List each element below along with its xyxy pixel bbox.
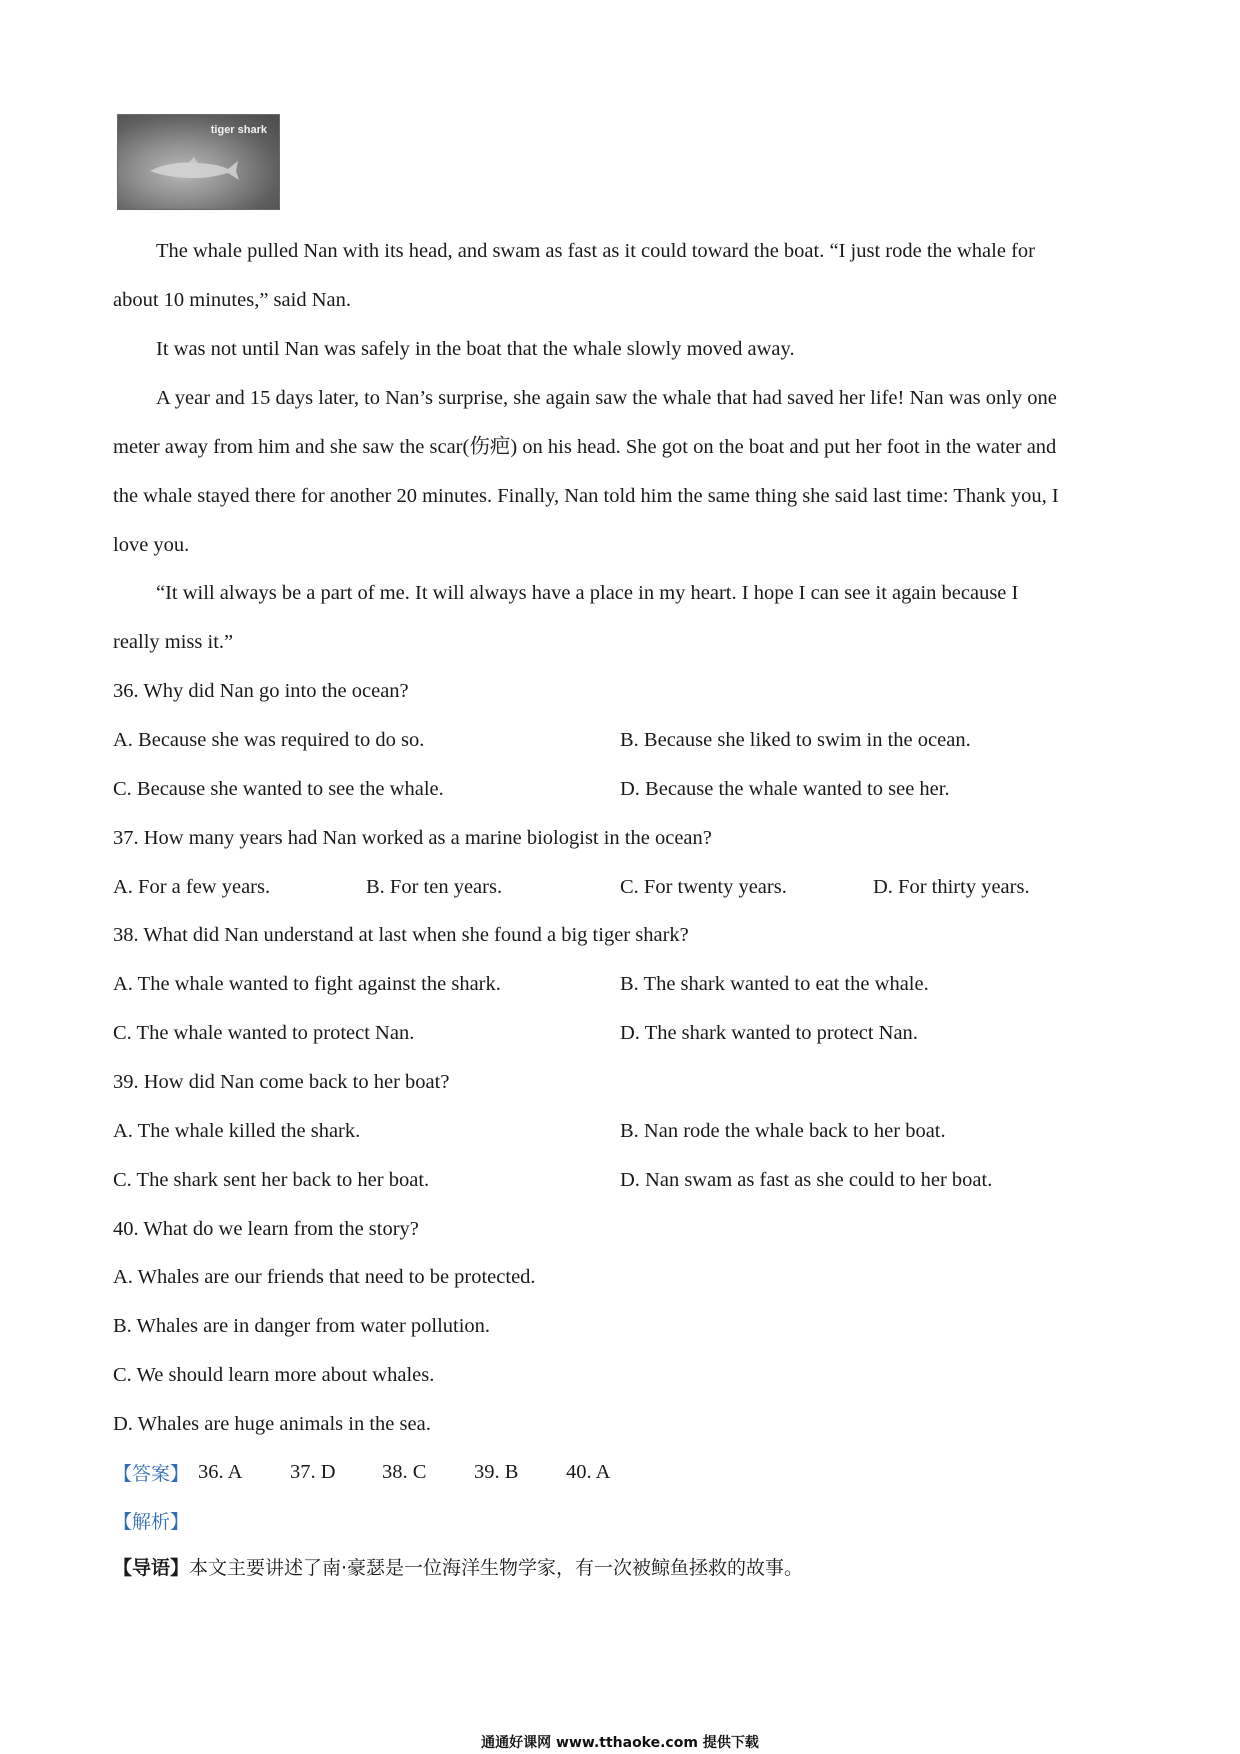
option-b: B. The shark wanted to eat the whale. <box>620 973 929 995</box>
answer-item: 38. C <box>382 1461 427 1483</box>
passage-line: “It will always be a part of me. It will always have a place in my heart. I hope I can see it again because I <box>156 582 1019 604</box>
option-c: C. The shark sent her back to her boat. <box>113 1169 430 1191</box>
passage-line: really miss it.” <box>113 631 234 653</box>
shark-silhouette <box>148 157 240 183</box>
passage-line: meter away from him and she saw the scar(伤疤) on his head. She got on the boat and put her foot in the water and <box>113 436 1057 458</box>
answer-item: 39. B <box>474 1461 519 1483</box>
question-stem: 39. How did Nan come back to her boat? <box>113 1071 450 1093</box>
analysis-label: 【解析】 <box>113 1511 190 1533</box>
question-stem: 40. What do we learn from the story? <box>113 1218 419 1240</box>
option-d: D. For thirty years. <box>873 876 1030 898</box>
option-a: A. Because she was required to do so. <box>113 729 425 751</box>
option-d: D. Nan swam as fast as she could to her boat. <box>620 1169 993 1191</box>
passage-line: the whale stayed there for another 20 minutes. Finally, Nan told him the same thing she said last time: Thank you, I <box>113 485 1059 507</box>
passage-line: about 10 minutes,” said Nan. <box>113 289 351 311</box>
option-a: A. The whale killed the shark. <box>113 1120 361 1142</box>
answer-item: 40. A <box>566 1461 611 1483</box>
option-d: D. Because the whale wanted to see her. <box>620 778 950 800</box>
option-b: B. Whales are in danger from water pollution. <box>113 1315 491 1337</box>
question-stem: 38. What did Nan understand at last when she found a big tiger shark? <box>113 924 689 946</box>
option-c: C. Because she wanted to see the whale. <box>113 778 444 800</box>
option-a: A. For a few years. <box>113 876 271 898</box>
tiger-shark-photo <box>117 114 280 210</box>
option-b: B. For ten years. <box>366 876 503 898</box>
passage-line: It was not until Nan was safely in the boat that the whale slowly moved away. <box>156 338 795 360</box>
answer-item: 36. A <box>198 1461 243 1483</box>
passage-line: A year and 15 days later, to Nan’s surprise, she again saw the whale that had saved her life! Nan was only one <box>156 387 1057 409</box>
option-c: C. For twenty years. <box>620 876 787 898</box>
guide-text: 本文主要讲述了南·豪瑟是一位海洋生物学家，有一次被鲸鱼拯救的故事。 <box>189 1557 804 1579</box>
answer-label: 【答案】 <box>113 1463 190 1485</box>
passage-line: The whale pulled Nan with its head, and swam as fast as it could toward the boat. “I just rode the whale for <box>156 240 1035 262</box>
option-b: B. Nan rode the whale back to her boat. <box>620 1120 946 1142</box>
image-caption: tiger shark <box>210 124 267 136</box>
option-c: C. We should learn more about whales. <box>113 1364 435 1386</box>
option-b: B. Because she liked to swim in the ocean. <box>620 729 971 751</box>
option-d: D. Whales are huge animals in the sea. <box>113 1413 431 1435</box>
question-stem: 37. How many years had Nan worked as a marine biologist in the ocean? <box>113 827 712 849</box>
page-footer: 通通好课网 www.tthaoke.com 提供下载 <box>481 1735 759 1751</box>
option-a: A. The whale wanted to fight against the shark. <box>113 973 501 995</box>
option-c: C. The whale wanted to protect Nan. <box>113 1022 415 1044</box>
guide-paragraph <box>113 1553 803 1580</box>
option-a: A. Whales are our friends that need to be protected. <box>113 1266 536 1288</box>
question-stem: 36. Why did Nan go into the ocean? <box>113 680 409 702</box>
option-d: D. The shark wanted to protect Nan. <box>620 1022 918 1044</box>
guide-label: 【导语】 <box>113 1557 190 1579</box>
passage-line: love you. <box>113 534 190 556</box>
answer-item: 37. D <box>290 1461 336 1483</box>
